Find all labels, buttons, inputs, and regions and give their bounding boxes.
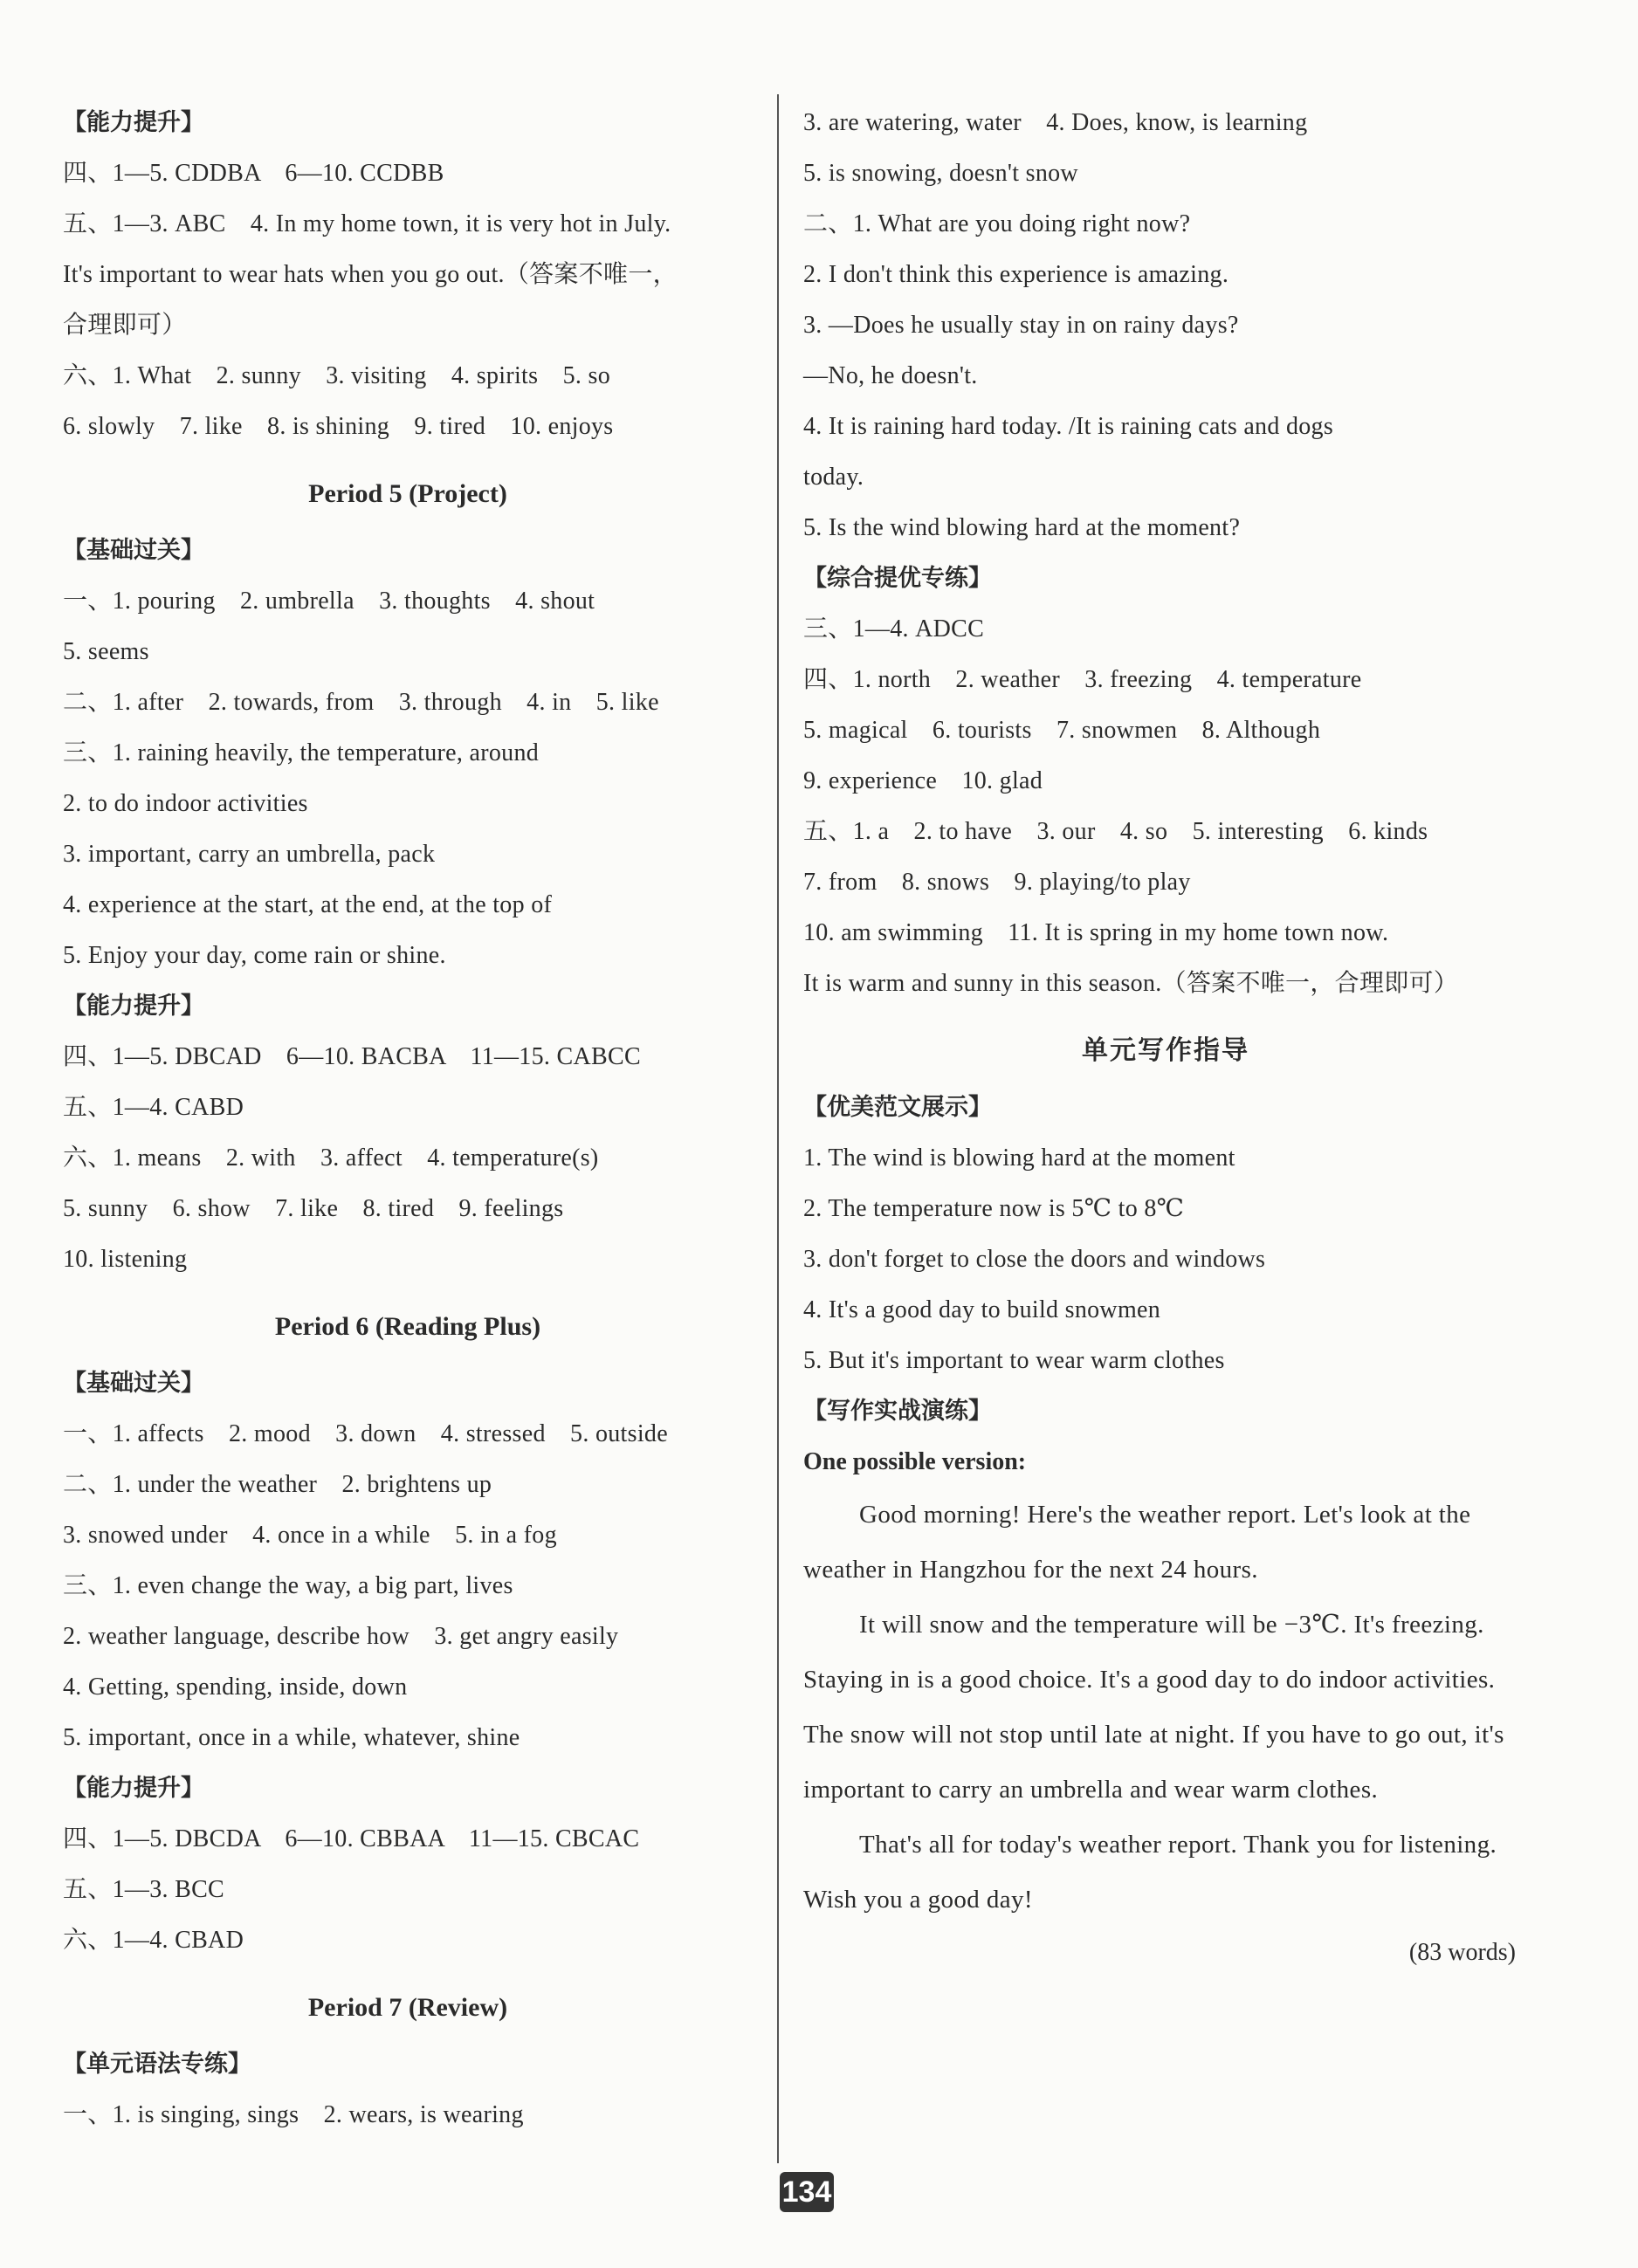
section-tag: 【能力提升】	[63, 109, 204, 136]
answer-line: 合理即可）	[63, 312, 187, 339]
answer-line: 5. magical 6. tourists 7. snowmen 8. Although	[803, 717, 1321, 744]
answer-line: 六、1. What 2. sunny 3. visiting 4. spirits 5. so	[63, 362, 610, 389]
section-tag: 【能力提升】	[63, 993, 204, 1020]
answer-line: 5. important, once in a while, whatever, shine	[63, 1724, 520, 1751]
section-tag: 【优美范文展示】	[803, 1094, 992, 1121]
answer-line: 四、1—5. CDDBA 6—10. CCDBB	[63, 160, 444, 187]
essay-paragraph: That's all for today's weather report. Thank you for listening. Wish you a good day!	[803, 1831, 1497, 1914]
answer-line: It is warm and sunny in this season.（答案不唯一，合理即可）	[803, 970, 1459, 997]
answer-line: 5. sunny 6. show 7. like 8. tired 9. feelings	[63, 1195, 564, 1222]
answer-line: 二、1. under the weather 2. brightens up	[63, 1471, 492, 1498]
answer-line: 9. experience 10. glad	[803, 767, 1043, 794]
answer-line: 5. is snowing, doesn't snow	[803, 160, 1078, 187]
answer-line: today.	[803, 464, 864, 491]
column-divider	[777, 94, 779, 2163]
answer-line: 四、1—5. DBCAD 6—10. BACBA 11—15. CABCC	[63, 1043, 641, 1070]
essay-paragraph: Good morning! Here's the weather report. Let's look at the weather in Hangzhou for the next 24 hours.	[803, 1501, 1471, 1584]
essay-paragraph: It will snow and the temperature will be −3℃. It's freezing. Staying in is a good choice. It's a good day to do indoor activities. The snow will not stop until late at night. If you have to go out, it's important to carry an umbrella and wear warm clothes.	[803, 1611, 1504, 1804]
section-tag: 【能力提升】	[63, 1775, 204, 1802]
answer-line: 一、1. affects 2. mood 3. down 4. stressed 5. outside	[63, 1420, 668, 1447]
answer-line: 四、1—5. DBCDA 6—10. CBBAA 11—15. CBCAC	[63, 1825, 640, 1852]
section-tag: 【写作实战演练】	[803, 1398, 992, 1425]
answer-line: 5. Is the wind blowing hard at the moment?	[803, 514, 1241, 541]
answer-line: —No, he doesn't.	[803, 362, 978, 389]
answer-line: 2. I don't think this experience is amazing.	[803, 261, 1229, 288]
page-number: 134	[780, 2172, 834, 2212]
answer-line: 4. experience at the start, at the end, at the top of	[63, 891, 553, 918]
answer-line: 1. The wind is blowing hard at the moment	[803, 1144, 1235, 1172]
section-tag: 【单元语法专练】	[63, 2051, 251, 2078]
answer-line: 4. It's a good day to build snowmen	[803, 1296, 1161, 1323]
answer-line: 10. am swimming 11. It is spring in my home town now.	[803, 919, 1389, 946]
section-tag: 【基础过关】	[63, 537, 204, 564]
answer-line: 二、1. What are you doing right now?	[803, 210, 1191, 237]
answer-line: 一、1. is singing, sings 2. wears, is wearing	[63, 2101, 524, 2128]
section-tag: 【综合提优专练】	[803, 565, 992, 592]
answer-line: 4. Getting, spending, inside, down	[63, 1674, 408, 1701]
left-column	[63, 98, 753, 2141]
answer-line: 5. seems	[63, 638, 149, 665]
answer-line: 5. Enjoy your day, come rain or shine.	[63, 942, 446, 969]
answer-line: 6. slowly 7. like 8. is shining 9. tired 10. enjoys	[63, 413, 614, 440]
answer-line: 2. weather language, describe how 3. get angry easily	[63, 1623, 619, 1650]
answer-line: It's important to wear hats when you go out.（答案不唯一，	[63, 261, 678, 288]
period-heading: Period 7 (Review)	[307, 1993, 508, 2022]
answer-line: 5. But it's important to wear warm clothes	[803, 1347, 1225, 1374]
answer-line: 4. It is raining hard today. /It is raining cats and dogs	[803, 413, 1334, 440]
answer-line: 3. are watering, water 4. Does, know, is learning	[803, 109, 1308, 136]
answer-line: 10. listening	[63, 1246, 188, 1273]
answer-line: 五、1—4. CABD	[63, 1094, 244, 1121]
answer-line: 3. —Does he usually stay in on rainy days?	[803, 312, 1239, 339]
answer-line: 2. The temperature now is 5℃ to 8℃	[803, 1195, 1185, 1222]
answer-line: 3. don't forget to close the doors and windows	[803, 1246, 1266, 1273]
answer-line: 3. important, carry an umbrella, pack	[63, 841, 436, 868]
word-count: (83 words)	[1408, 1939, 1516, 1966]
answer-line: 一、1. pouring 2. umbrella 3. thoughts 4. shout	[63, 588, 595, 615]
answer-line: 7. from 8. snows 9. playing/to play	[803, 869, 1191, 896]
answer-line: 六、1. means 2. with 3. affect 4. temperature(s)	[63, 1144, 599, 1172]
section-tag: 【基础过关】	[63, 1370, 204, 1397]
answer-line: 四、1. north 2. weather 3. freezing 4. temperature	[803, 666, 1362, 693]
section-heading: 单元写作指导	[1082, 1035, 1249, 1066]
answer-line: 三、1—4. ADCC	[803, 615, 985, 643]
version-label: One possible version:	[803, 1448, 1027, 1475]
answer-line: 二、1. after 2. towards, from 3. through 4. in 5. like	[63, 689, 659, 716]
answer-line: 五、1—3. BCC	[63, 1876, 225, 1903]
period-heading: Period 6 (Reading Plus)	[274, 1312, 541, 1341]
right-column	[803, 98, 1528, 1978]
answer-line: 五、1. a 2. to have 3. our 4. so 5. interesting 6. kinds	[803, 818, 1428, 845]
answer-line: 五、1—3. ABC 4. In my home town, it is very hot in July.	[63, 210, 671, 237]
answer-line: 3. snowed under 4. once in a while 5. in a fog	[63, 1522, 557, 1549]
answer-line: 2. to do indoor activities	[63, 790, 308, 817]
period-heading: Period 5 (Project)	[308, 479, 507, 508]
answer-line: 三、1. even change the way, a big part, lives	[63, 1572, 513, 1599]
answer-line: 三、1. raining heavily, the temperature, around	[63, 739, 540, 766]
answer-line: 六、1—4. CBAD	[63, 1927, 244, 1954]
